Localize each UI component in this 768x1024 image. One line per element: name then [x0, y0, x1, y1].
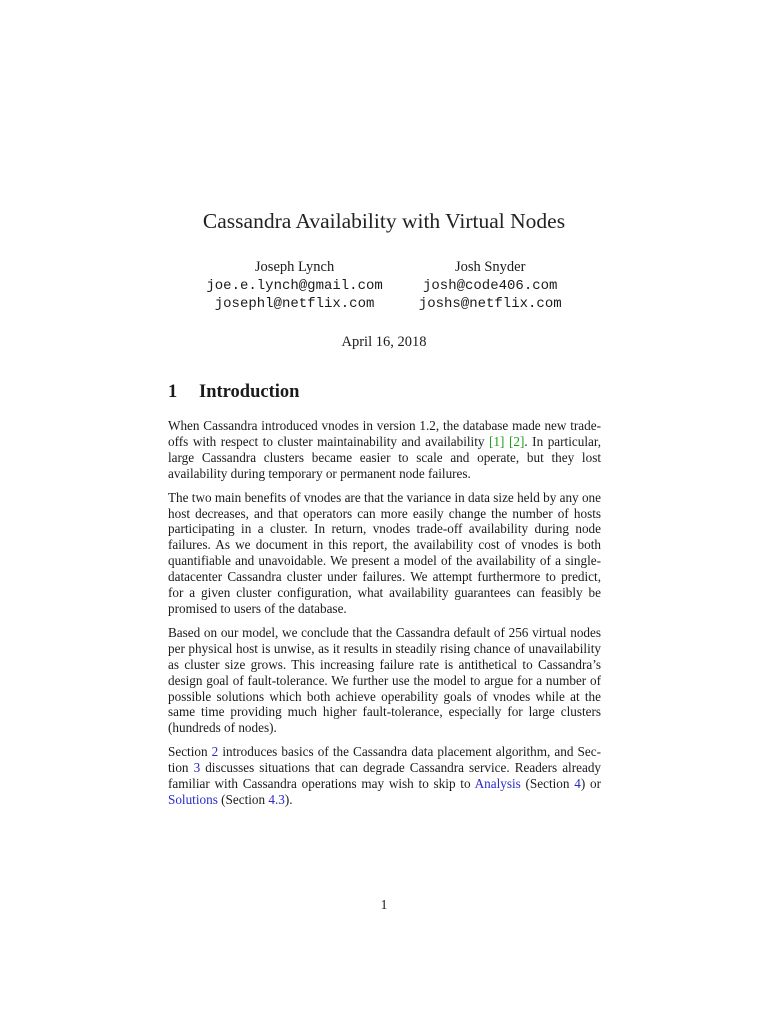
paragraph-text: Section [168, 744, 212, 760]
author-name: Josh Snyder [454, 259, 526, 275]
solutions-link[interactable]: Solutions [168, 791, 218, 807]
paper-title: Cassandra Availability with Virtual Nodes [202, 209, 566, 233]
section-ref-link[interactable]: 4.3 [268, 791, 285, 807]
paragraph-text: (Section [520, 776, 575, 792]
section-heading [168, 380, 299, 404]
analysis-link[interactable]: Analysis [474, 776, 521, 792]
paragraph-4 [168, 744, 601, 808]
paragraph-1 [168, 418, 601, 482]
citation-link[interactable]: [1] [489, 433, 505, 449]
paragraph-text: When Cassandra introduced vnodes in version 1.2, the database made new trade-offs with respect to cluster maintainability and availability [168, 418, 601, 449]
section-number: 1 [168, 382, 178, 402]
paragraph-text: ). [284, 791, 293, 807]
paragraph-text: (Section [217, 791, 269, 807]
author-email: josephl@netflix.com [214, 296, 375, 312]
author-email: joshs@netflix.com [418, 296, 562, 312]
paragraph-text: ) or [580, 776, 601, 792]
publication-date: April 16, 2018 [341, 334, 427, 350]
section-title: Introduction [199, 382, 300, 402]
page-number: 1 [380, 897, 388, 912]
author-1 [206, 258, 382, 314]
paragraph-text: discusses situations that can degrade Cassandra service. Readers already familiar with Cassandra operations may wish to skip to [168, 760, 602, 792]
paragraph-2: The two main benefits of vnodes are that the variance in data size held by any one host decreases, and that operators can more easily change the number of hosts participating in a cluster. In return, vnodes trade-off availability during node failures. As we document in this report, the availability cost of vnodes is both quantifiable and unavoidable. We present a model of the availability of a single-datacenter Cassandra cluster under failures. We attempt furthermore to predict, for a given cluster configuration, what availability guarantees can feasibly be promised to users of the database. [168, 489, 601, 616]
section-body [168, 418, 601, 816]
section-ref-link[interactable]: 3 [193, 760, 201, 776]
citation-link[interactable]: [2] [508, 433, 525, 449]
author-block [0, 258, 768, 314]
author-email: joe.e.lynch@gmail.com [206, 277, 383, 294]
section-ref-link[interactable]: 4 [574, 776, 581, 792]
paragraph-text: . In particular, large Cassandra clusters became easier to scale and operate, but they lost availability during temporary or permanent node failures. [168, 433, 602, 481]
author-name: Joseph Lynch [254, 259, 335, 275]
paragraph-text: introduces basics of the Cassandra data placement algorithm, and Section [168, 744, 601, 776]
paragraph-3: Based on our model, we conclude that the Cassandra default of 256 virtual nodes per physical host is unwise, as it results in steadily rising chance of unavailability as cluster size grows. This increasing failure rate is antithetical to Cassandra’s design goal of fault-tolerance. We further use the model to argue for a number of possible solutions which both achieve operability goals of vnodes while at the same time providing much higher fault-tolerance, especially for large clusters (hundreds of nodes). [168, 624, 601, 736]
author-email: josh@code406.com [423, 277, 558, 294]
author-2 [419, 258, 562, 314]
section-ref-link[interactable]: 2 [211, 744, 219, 760]
